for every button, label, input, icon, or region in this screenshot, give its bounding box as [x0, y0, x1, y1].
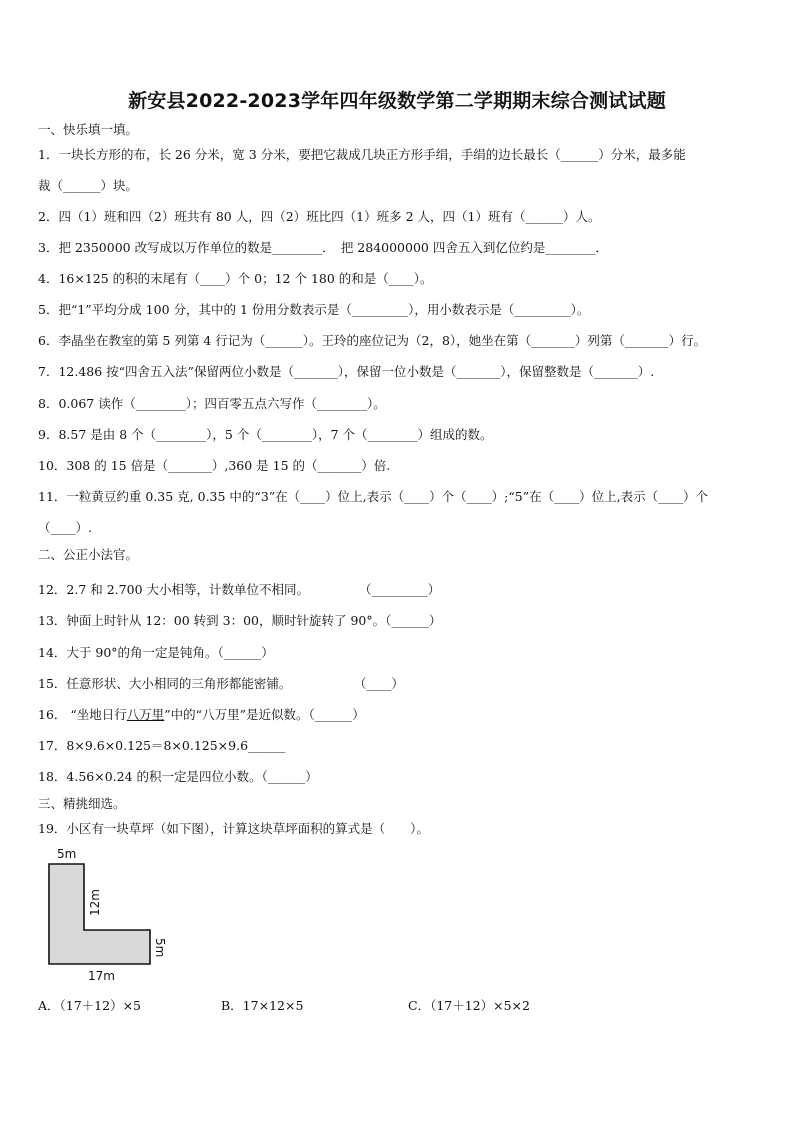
- question-16: [38, 706, 365, 724]
- option-a[interactable]: A．（17＋12）×5: [38, 998, 142, 1013]
- question-1-line-1: 1．一块长方形的布，长 26 分米，宽 3 分米，要把它裁成几块正方形手绢，手绢的边长最长（______）分米，最多能: [38, 147, 686, 162]
- section-heading-2: 二、公正小法官。: [38, 547, 139, 562]
- question-9: 9．8.57 是由 8 个（________），5 个（________），7 个（________）组成的数。: [38, 427, 493, 442]
- question-10: 10．308 的 15 倍是（_______）,360 是 15 的（_______）倍.: [38, 458, 391, 473]
- label-vertical-12m: 12m: [88, 889, 102, 916]
- question-11-line-1: 11．一粒黄豆约重 0.35 克, 0.35 中的“3”在（____）位上,表示（____）个（____）;“5”在（____）位上,表示（____）个: [38, 489, 709, 504]
- question-12: 12．2.7 和 2.700 大小相等，计数单位不相同。 （_________）: [38, 582, 441, 597]
- section-heading-1: 一、快乐填一填。: [38, 122, 139, 137]
- question-14: 14．大于 90°的角一定是钝角。（______）: [38, 645, 274, 660]
- question-16-prefix: 16． “坐地日行: [38, 707, 127, 722]
- question-6: 6．李晶坐在教室的第 5 列第 4 行记为（______）。王玲的座位记为（2，8），她坐在第（_______）列第（_______）行。: [38, 333, 707, 348]
- label-right-5m: 5m: [153, 938, 167, 958]
- question-3: 3．把 2350000 改写成以万作单位的数是________． 把 284000000 四舍五入到亿位约是________．: [38, 240, 608, 255]
- option-c[interactable]: C．（17＋12）×5×2: [408, 998, 530, 1013]
- label-bottom-17m: 17m: [88, 969, 115, 983]
- question-15: 15．任意形状、大小相同的三角形都能密铺。 （____）: [38, 676, 404, 691]
- option-b[interactable]: B．17×12×5: [221, 998, 304, 1013]
- question-17: 17．8×9.6×0.125＝8×0.125×9.6______: [38, 738, 286, 753]
- question-19: 19．小区有一块草坪（如下图），计算这块草坪面积的算式是（ ）。: [38, 821, 429, 836]
- section-heading-3: 三、精挑细选。: [38, 796, 126, 811]
- page-title: 新安县2022-2023学年四年级数学第二学期期末综合测试试题: [128, 90, 666, 112]
- question-4: 4．16×125 的积的末尾有（____）个 0；12 个 180 的和是（____）。: [38, 271, 433, 286]
- question-1-line-2: 裁（______）块。: [38, 178, 139, 193]
- question-16-suffix: ”中的“八万里”是近似数。（______）: [164, 707, 365, 722]
- question-7: 7．12.486 按“四舍五入法”保留两位小数是（_______），保留一位小数是（_______），保留整数是（_______）.: [38, 364, 655, 379]
- label-top-5m: 5m: [57, 847, 77, 861]
- question-2: 2．四（1）班和四（2）班共有 80 人，四（2）班比四（1）班多 2 人，四（1）班有（______）人。: [38, 209, 601, 224]
- question-18: 18．4.56×0.24 的积一定是四位小数。（______）: [38, 769, 318, 784]
- question-16-underlined: 八万里: [126, 707, 165, 722]
- question-5: 5．把“1”平均分成 100 分，其中的 1 份用分数表示是（_________），用小数表示是（_________）。: [38, 302, 590, 317]
- lawn-figure: [44, 846, 174, 986]
- question-11-line-2: （____）.: [38, 520, 92, 535]
- question-8: 8．0.067 读作（________）；四百零五点六写作（________）。: [38, 396, 386, 411]
- question-13: 13．钟面上时针从 12：00 转到 3：00，顺时针旋转了 90°。（______）: [38, 613, 442, 628]
